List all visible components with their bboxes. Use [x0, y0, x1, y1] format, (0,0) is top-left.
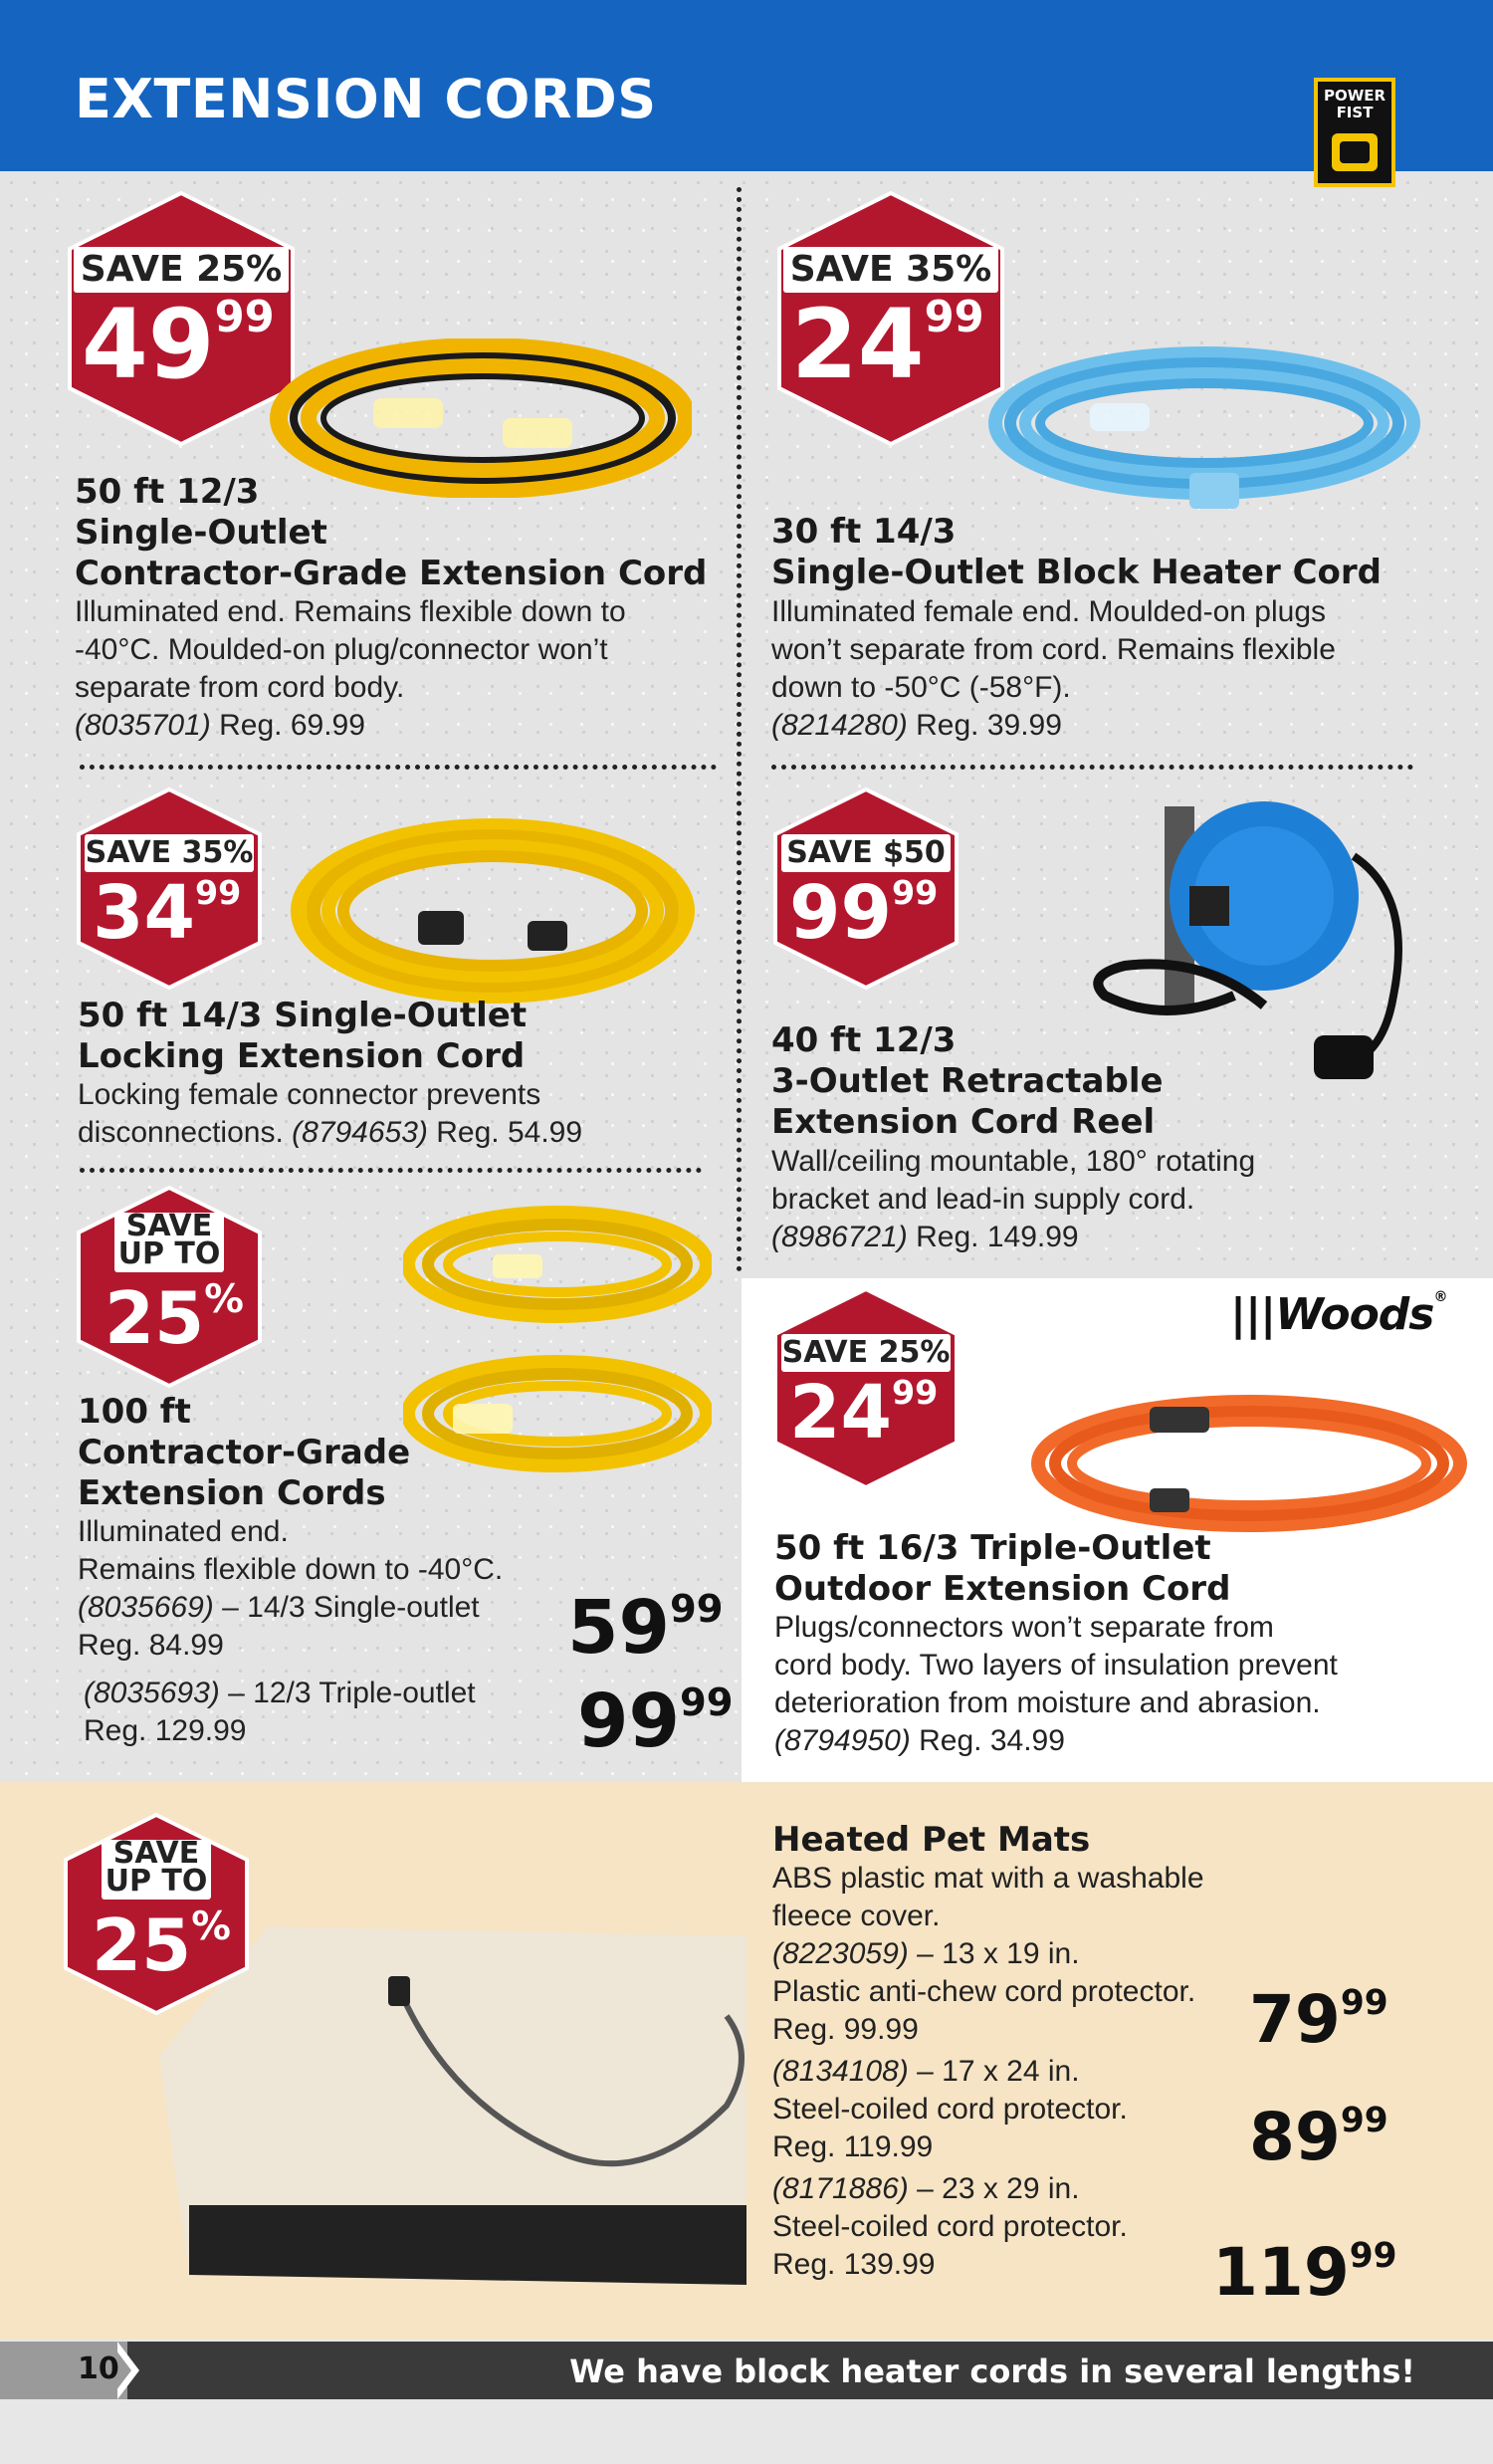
- sku: (8035669): [78, 1591, 214, 1624]
- regular-price: Reg. 119.99: [772, 2130, 934, 2163]
- sku: (8134108): [772, 2055, 909, 2088]
- price-badge: [771, 786, 960, 991]
- sku: (8794653): [292, 1116, 428, 1149]
- footer-message: We have block heater cords in several lengths!: [569, 2352, 1415, 2390]
- save-percent: 25%: [105, 1276, 244, 1360]
- woods-brand-logo: |||Woods®: [1230, 1289, 1447, 1340]
- product-description: ABS plastic mat with a washable fleece cover. (8223059) – 13 x 19 in. Plastic anti-chew cord protector. Reg. 99.99 (8134108) – 17 x 24 in. Steel-coiled cord protector. Reg. 119.99 (8171886) – 23 x 29 in. Steel-coiled cord protector. Reg. 139.99: [772, 1860, 1204, 2284]
- product-title: 100 ft Contractor-Grade Extension Cords: [78, 1392, 411, 1513]
- save-label: SAVE UP TO: [114, 1213, 224, 1272]
- sku: (8171886): [772, 2172, 909, 2205]
- product-description: Plugs/connectors won’t separate from cord body. Two layers of insulation prevent deterioration from moisture and abrasion. (8794950) Reg. 34.99: [774, 1611, 1338, 1757]
- sale-price: $99^{99}$: [577, 1679, 734, 1764]
- sale-price: $59^{99}$: [567, 1585, 724, 1671]
- sale-price: $34^{99}$: [93, 870, 242, 956]
- page-number: 10: [78, 2352, 119, 2386]
- save-label: SAVE 35%: [783, 247, 998, 293]
- sku: (8986721): [771, 1221, 908, 1253]
- header-bar: [0, 0, 1493, 171]
- save-label: SAVE $50: [781, 834, 951, 872]
- product-description: Illuminated end. Remains flexible down to -40°C. Moulded-on plug/connector won’t separate from cord body. (8035701) Reg. 69.99: [75, 595, 626, 742]
- power-fist-logo: POWER FIST: [1314, 78, 1395, 187]
- horizontal-divider: [771, 765, 1413, 770]
- sku: (8214280): [771, 709, 908, 742]
- vertical-divider: [737, 187, 742, 1272]
- product-description: Locking female connector prevents disconnections. (8794653) Reg. 54.99: [78, 1078, 583, 1149]
- regular-price: Reg. 149.99: [916, 1221, 1079, 1253]
- footer-bar: [0, 2342, 1493, 2399]
- price-badge: [771, 189, 1010, 448]
- sku: (8223059): [772, 1937, 909, 1970]
- save-label: SAVE 25%: [781, 1335, 951, 1370]
- orange-extension-cord: [1030, 1389, 1468, 1538]
- sale-price: $24^{99}$: [791, 289, 984, 400]
- horizontal-divider: [80, 1168, 702, 1173]
- yellow-locking-cord: [289, 811, 697, 1010]
- sku: (8035693): [84, 1677, 220, 1709]
- regular-price: Reg. 129.99: [84, 1714, 247, 1747]
- price-badge: [75, 786, 264, 991]
- blue-extension-cord: [980, 334, 1428, 533]
- fist-icon: [1332, 133, 1378, 171]
- sale-price: $49^{99}$: [82, 289, 275, 400]
- product-title: 50 ft 14/3 Single-Outlet Locking Extension Cord: [78, 996, 528, 1076]
- regular-price: Reg. 99.99: [772, 2013, 919, 2046]
- save-label: SAVE 35%: [85, 835, 254, 870]
- sale-price: $79^{99}$: [1249, 1981, 1388, 2058]
- regular-price: Reg. 39.99: [916, 709, 1062, 742]
- product-description: Illuminated end. Remains flexible down to -40°C. (8035669) – 14/3 Single-outlet Reg. 84.99 (8035693) – 12/3 Triple-outlet Reg. 129.99: [78, 1513, 503, 1750]
- price-badge: [771, 1286, 960, 1490]
- price-badge: [75, 1185, 264, 1389]
- product-title: 30 ft 14/3 Single-Outlet Block Heater Cord: [771, 512, 1382, 592]
- regular-price: Reg. 139.99: [772, 2248, 936, 2281]
- product-title: 50 ft 12/3 Single-Outlet Contractor-Grade Extension Cord: [75, 472, 708, 593]
- save-label: SAVE UP TO: [102, 1840, 211, 1900]
- regular-price: Reg. 84.99: [78, 1629, 224, 1662]
- regular-price: Reg. 69.99: [219, 709, 365, 742]
- product-title: Heated Pet Mats: [772, 1820, 1091, 1860]
- sale-price: $99^{99}$: [789, 870, 939, 956]
- regular-price: Reg. 54.99: [436, 1116, 583, 1149]
- sale-price: $24^{99}$: [789, 1370, 939, 1456]
- price-badge: [62, 1812, 251, 2016]
- product-title: 40 ft 12/3 3-Outlet Retractable Extension Cord Reel: [771, 1020, 1164, 1142]
- horizontal-divider: [80, 765, 717, 770]
- product-description: Wall/ceiling mountable, 180° rotating bracket and lead-in supply cord. (8986721) Reg. 149.99: [771, 1145, 1256, 1253]
- yellow-contractor-cords: [403, 1205, 712, 1503]
- save-percent: 25%: [92, 1904, 231, 1987]
- regular-price: Reg. 34.99: [919, 1724, 1065, 1757]
- page-title: EXTENSION CORDS: [75, 68, 657, 130]
- sale-price: $89^{99}$: [1249, 2099, 1388, 2175]
- product-description: Illuminated female end. Moulded-on plugs won’t separate from cord. Remains flexible down to -50°C (-58°F). (8214280) Reg. 39.99: [771, 595, 1336, 742]
- sku: (8794950): [774, 1724, 911, 1757]
- sale-price: $119^{99}$: [1212, 2234, 1397, 2311]
- save-label: SAVE 25%: [74, 247, 289, 293]
- product-title: 50 ft 16/3 Triple-Outlet Outdoor Extension Cord: [774, 1528, 1231, 1609]
- sku: (8035701): [75, 709, 211, 742]
